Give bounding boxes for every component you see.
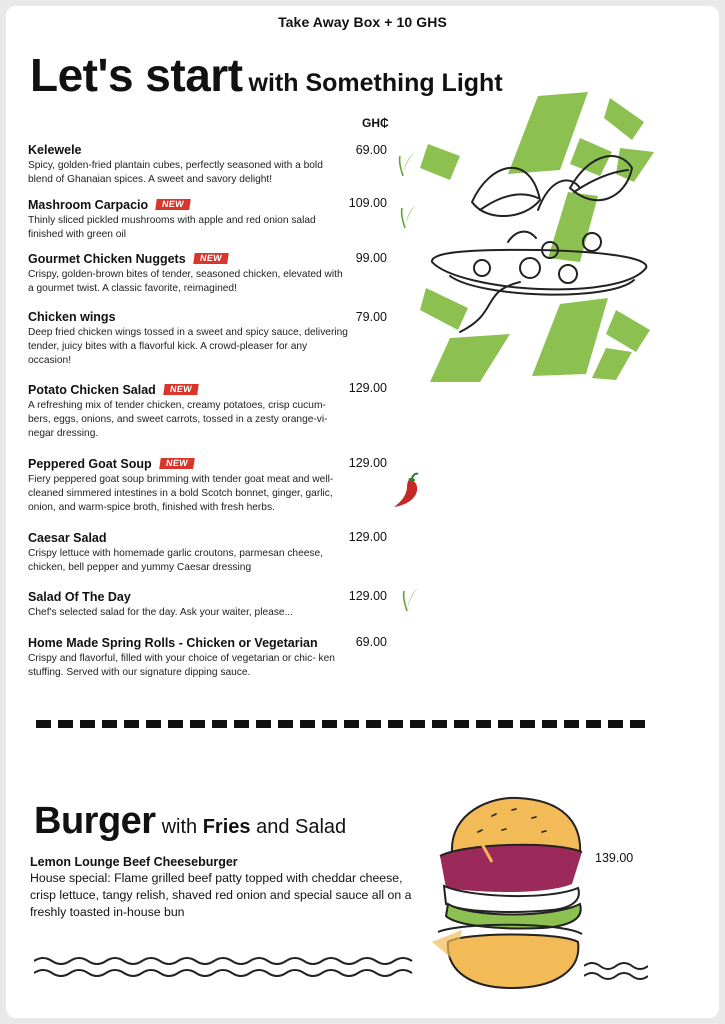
menu-item bbox=[28, 383, 350, 441]
item-price: 129.00 bbox=[348, 530, 387, 544]
item-price: 69.00 bbox=[355, 143, 387, 157]
leaf-icon bbox=[397, 151, 415, 177]
item-name: Caesar Salad bbox=[28, 531, 107, 545]
item-name: Home Made Spring Rolls - Chicken or Vegetarian bbox=[28, 636, 318, 650]
section-title-burger bbox=[34, 800, 346, 843]
item-name: Lemon Lounge Beef Cheeseburger bbox=[30, 855, 238, 869]
item-desc: Chef's selected salad for the day. Ask your waiter, please... bbox=[28, 607, 294, 618]
item-desc: Deep fried chicken wings tossed in a sweet and spicy sauce, delivering tender, juicy bites with a flavorful kick. A crowd-pleaser for any occasion! bbox=[28, 327, 348, 366]
leaf-icon bbox=[401, 586, 419, 612]
burger-illustration bbox=[432, 792, 590, 992]
item-desc: Spicy, golden-fried plantain cubes, perfectly seasoned with a bold blend of Ghanaian spices. A sweet and savory delight! bbox=[28, 160, 323, 185]
salad-bowl-illustration bbox=[420, 92, 660, 387]
title-big: Burger bbox=[34, 800, 156, 842]
currency-label: GH₵ bbox=[362, 116, 389, 130]
wavy-decoration bbox=[584, 960, 648, 982]
item-price: 69.00 bbox=[355, 635, 387, 649]
item-name: Mashroom Carpacio bbox=[28, 198, 149, 212]
title-with: with bbox=[161, 816, 198, 838]
item-price: 109.00 bbox=[348, 196, 387, 210]
item-desc: A refreshing mix of tender chicken, creamy potatoes, crisp cucum- bers, eggs, onions, and sweet carrots, tossed in a zesty orange-vi- negar dressing. bbox=[28, 400, 328, 439]
item-desc: Crispy lettuce with homemade garlic croutons, parmesan cheese, chicken, bell pepper and yummy Caesar dressing bbox=[28, 548, 324, 573]
item-price: 99.00 bbox=[355, 251, 387, 265]
item-desc: Thinly sliced pickled mushrooms with apple and red onion salad finished with green oil bbox=[28, 215, 316, 240]
new-badge: NEW bbox=[159, 458, 194, 469]
menu-item bbox=[28, 636, 350, 680]
item-name: Salad Of The Day bbox=[28, 590, 131, 604]
new-badge: NEW bbox=[163, 384, 198, 395]
menu-item bbox=[28, 198, 350, 242]
title-salad: and Salad bbox=[256, 816, 347, 838]
item-price: 129.00 bbox=[348, 381, 387, 395]
title-small: with Something Light bbox=[248, 69, 503, 97]
item-price: 129.00 bbox=[348, 589, 387, 603]
chili-pepper-icon bbox=[392, 472, 422, 510]
menu-item bbox=[28, 457, 350, 515]
item-name: Peppered Goat Soup bbox=[28, 457, 152, 471]
menu-item bbox=[28, 252, 350, 296]
new-badge: NEW bbox=[193, 253, 228, 264]
item-name: Potato Chicken Salad bbox=[28, 383, 156, 397]
item-desc: Crispy and flavorful, filled with your choice of vegetarian or chic- ken stuffing. Served with our signature dipping sauce. bbox=[28, 653, 335, 678]
wavy-decoration bbox=[34, 955, 414, 981]
take-away-note: Take Away Box + 10 GHS bbox=[278, 14, 447, 30]
section-divider bbox=[36, 720, 650, 728]
item-name: Chicken wings bbox=[28, 310, 116, 324]
menu-item bbox=[28, 590, 350, 620]
item-price: 79.00 bbox=[355, 310, 387, 324]
item-price: 139.00 bbox=[595, 851, 634, 865]
menu-item bbox=[28, 310, 350, 368]
leaf-icon bbox=[399, 203, 417, 229]
item-desc: Fiery peppered goat soup brimming with tender goat meat and well-cleaned simmered intestines in a bold Scotch bonnet, ginger, garlic, onion, and warm-spice broth, finished with fresh herbs. bbox=[28, 474, 334, 513]
item-price: 129.00 bbox=[348, 456, 387, 470]
menu-item bbox=[28, 531, 350, 575]
title-big: Let's start bbox=[30, 49, 243, 101]
item-desc: House special: Flame grilled beef patty topped with cheddar cheese, crisp lettuce, tangy relish, shaved red onion and special sauce all on a freshly toasted in-house bun bbox=[30, 871, 412, 919]
menu-item bbox=[28, 143, 350, 187]
new-badge: NEW bbox=[155, 199, 190, 210]
item-desc: Crispy, golden-brown bites of tender, seasoned chicken, elevated with a gourmet twist. A classic favorite, reimagined! bbox=[28, 269, 343, 294]
item-name: Gourmet Chicken Nuggets bbox=[28, 252, 186, 266]
item-name: Kelewele bbox=[28, 143, 82, 157]
title-fries: Fries bbox=[202, 816, 251, 838]
